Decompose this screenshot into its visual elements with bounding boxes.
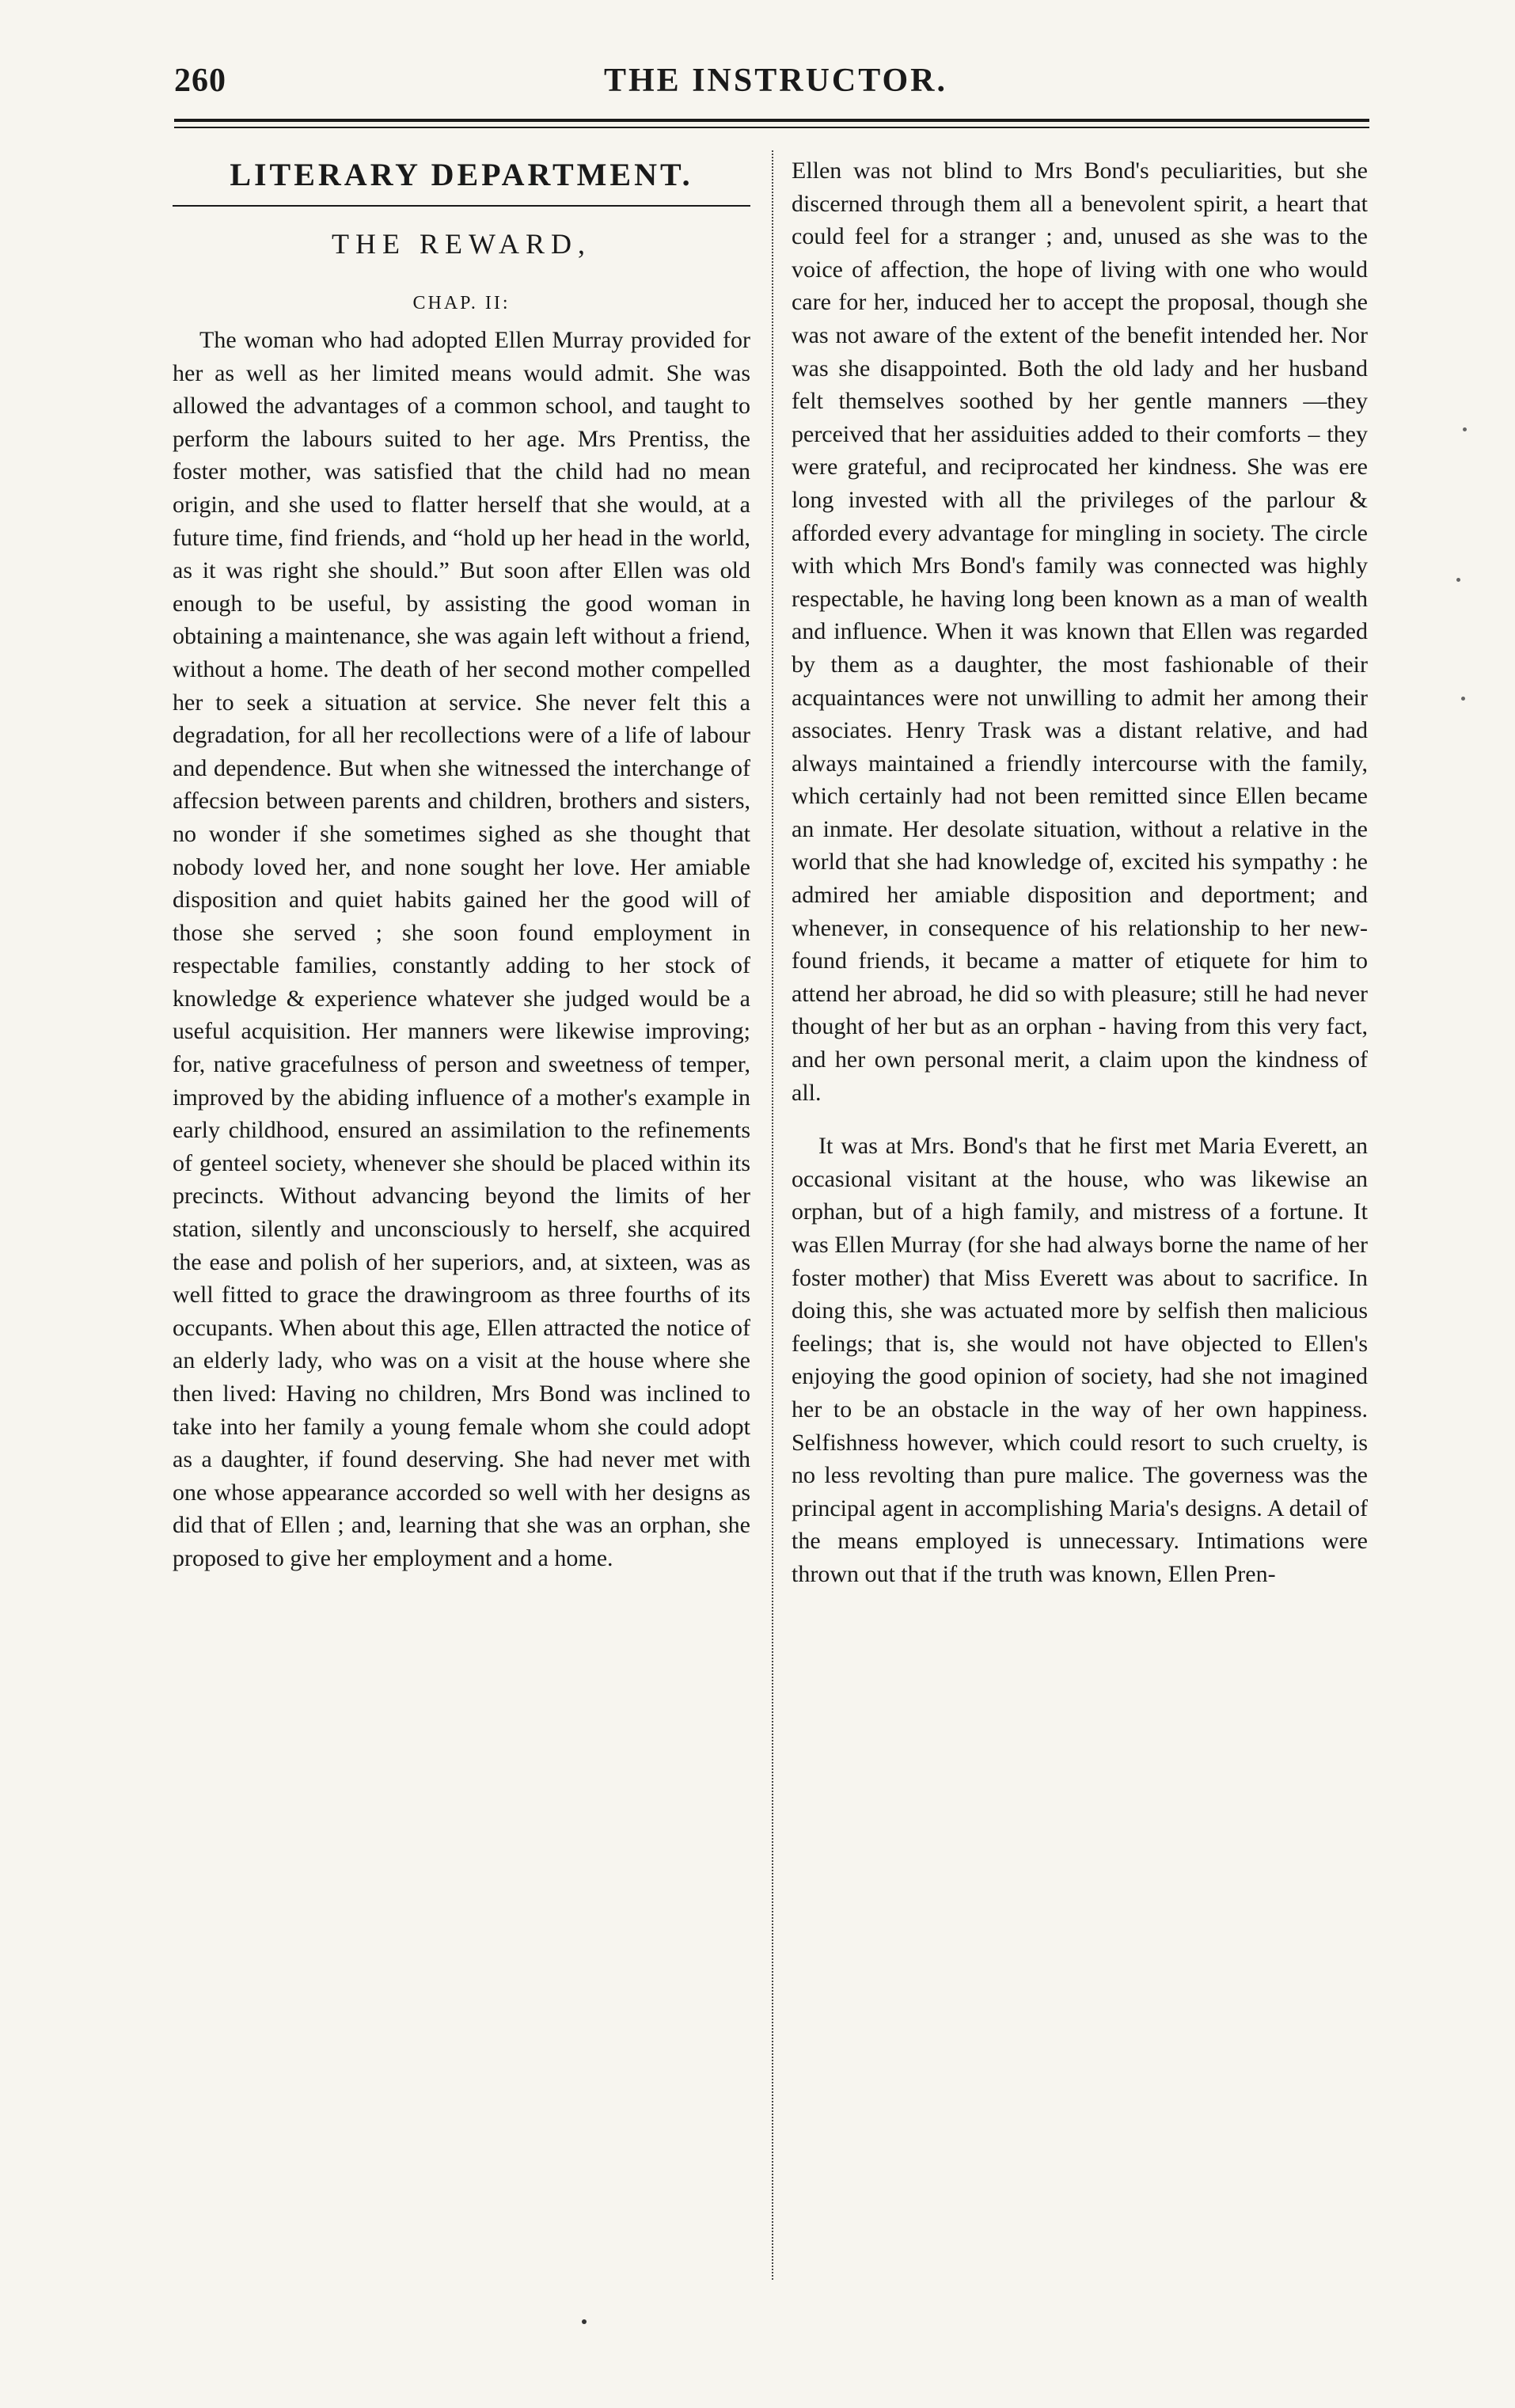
margin-speck xyxy=(1463,427,1467,431)
chapter-heading: CHAP. II: xyxy=(412,293,511,313)
department-rule xyxy=(173,205,750,207)
right-column xyxy=(792,154,1368,1591)
header-rule xyxy=(174,119,1369,122)
header-rule-thin xyxy=(174,127,1369,128)
body-paragraph: The woman who had adopted Ellen Murray provided for her as well as her limited means would admit. She was allowed the advantages of a common school, and taught to perform the labours suited to her age. Mrs Prentiss, the foster mother, was satisfied that the child had no mean origin, and she used to flatter herself that she would, at a future time, find friends, and “hold up her head in the world, as it was right she should.” But soon after Ellen was old enough to be useful, by assisting the good woman in obtaining a maintenance, she was again left without a friend, without a home. The death of her second mother compelled her to seek a situation at service. She never felt this a degradation, for all her recollections were of a life of labour and dependence. But when she witnessed the interchange of affecsion between parents and children, brothers and sisters, no wonder if she sometimes sighed as she thought that nobody loved her, and none sought her love. Her amiable disposition and quiet habits gained her the good will of those she served ; she soon found employment in respectable families, constantly adding to her stock of knowledge & experience whatever she judged would be a useful acquisition. Her manners were likewise improving; for, native gracefulness of person and sweetness of temper, improved by the abiding influence of a mother's example in early childhood, ensured an assimilation to the refinements of genteel society, whenever she should be placed within its precincts. Without advancing beyond the limits of her station, silently and unconsciously to herself, she acquired the ease and polish of her superiors, and, at sixteen, was as well fitted to grace the drawingroom as three fourths of its occupants. When about this age, Ellen attracted the notice of an elderly lady, who was on a visit at the house where she then lived: Having no children, Mrs Bond was inclined to take into her family a young female whom she could adopt as a daughter, if found deserving. She had never met with one whose appearance accorded so well with her designs as did that of Ellen ; and, learning that she was an orphan, she proposed to give her employment and a home. xyxy=(173,327,750,1571)
body-paragraph: Ellen was not blind to Mrs Bond's peculiarities, but she discerned through them all a benevolent spirit, a heart that could feel for a stranger ; and, unused as she was to the voice of affection, the hope of living with one who would care for her, induced her to accept the proposal, though she was not aware of the extent of the benefit intended her. Nor was she disappointed. Both the old lady and her husband felt themselves soothed by her gentle manners —they perceived that her assiduities added to their comforts – they were grateful, and reciprocated her kindness. She was ere long invested with all the privileges of the parlour & afforded every advantage for mingling in society. The circle with which Mrs Bond's family was connected was highly respectable, he having long been known as a man of wealth and influence. When it was known that Ellen was regarded by them as a daughter, the most fashionable of their acquaintances were not unwilling to admit her among their associates. Henry Trask was a distant relative, and had always maintained a friendly intercourse with the family, which certainly had not been remitted since Ellen became an inmate. Her desolate situation, without a relative in the world that she had knowledge of, excited his sympathy : he admired her amiable disposition and deportment; and whenever, in consequence of his relationship to her new-found friends, it became a matter of etiquete for him to attend her abroad, he did so with pleasure; still he had never thought of her but as an orphan - having from this very fact, and her own personal merit, a claim upon the kindness of all. xyxy=(792,158,1368,1106)
body-paragraph: It was at Mrs. Bond's that he first met Maria Everett, an occasional visitant at the house, who was likewise an orphan, but of a high family, and mistress of a fortune. It was Ellen Murray (for she had always borne the name of her foster mother) that Miss Everett was about to sacrifice. In doing this, she was actuated more by selfish then malicious feelings; that is, she would not have objected to Ellen's enjoying the good opinion of society, had she not imagined her to be an obstacle in the way of her own happiness. Selfishness however, which could resort to such cruelty, is no less revolting than pure malice. The governess was the principal agent in accomplishing Maria's designs. A detail of the means employed is unnecessary. Intimations were thrown out that if the truth was known, Ellen Pren- xyxy=(792,1133,1368,1587)
margin-speck xyxy=(1461,697,1465,701)
left-column xyxy=(173,154,750,1575)
footer-mark xyxy=(582,2319,587,2324)
running-head xyxy=(174,47,1377,103)
margin-speck xyxy=(1456,578,1460,582)
story-title: THE REWARD, xyxy=(332,228,591,260)
page-number: 260 xyxy=(174,63,226,99)
department-heading: LITERARY DEPARTMENT. xyxy=(230,157,693,192)
column-divider xyxy=(772,150,773,2280)
journal-title: THE INSTRUCTOR. xyxy=(604,63,947,99)
